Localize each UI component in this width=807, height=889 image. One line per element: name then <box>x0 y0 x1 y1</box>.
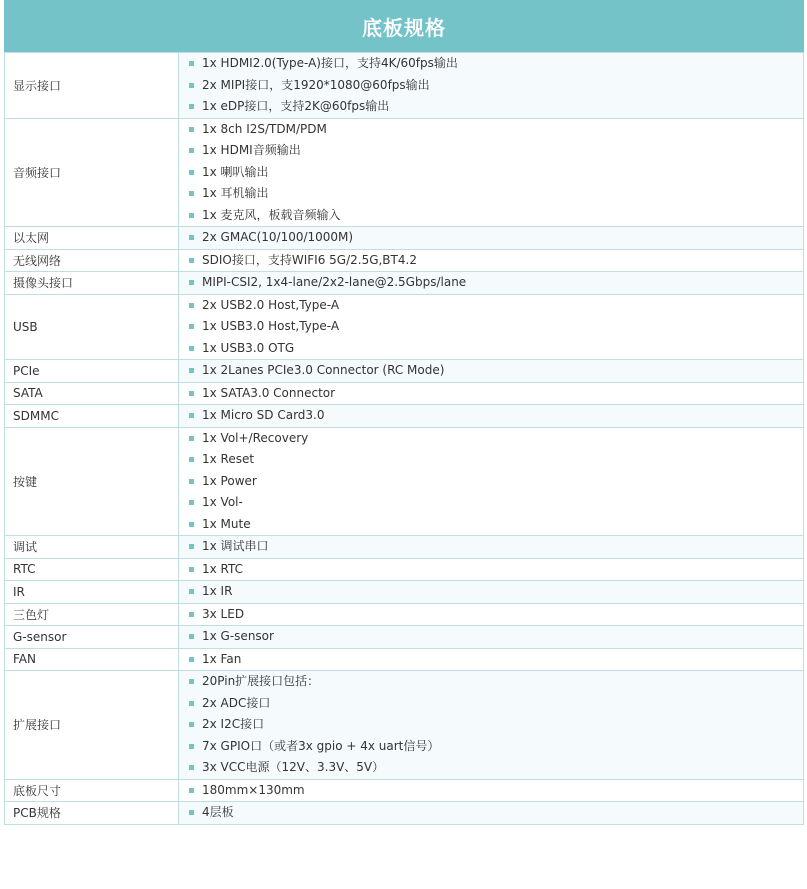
list-item <box>189 272 803 294</box>
spec-value-text: 1x Fan <box>202 651 242 666</box>
spec-sheet <box>4 0 804 825</box>
square-bullet-icon <box>189 457 194 462</box>
square-bullet-icon <box>189 722 194 727</box>
square-bullet-icon <box>189 589 194 594</box>
spec-key: 音频接口 <box>5 118 179 227</box>
spec-value-text: 2x USB2.0 Host,Type-A <box>202 297 340 312</box>
square-bullet-icon <box>189 500 194 505</box>
list-item <box>189 536 803 558</box>
list-item <box>189 626 803 648</box>
table-row <box>5 360 804 383</box>
square-bullet-icon <box>189 280 194 285</box>
list-item <box>189 250 803 272</box>
spec-key: 三色灯 <box>5 603 179 626</box>
spec-key: 显示接口 <box>5 53 179 119</box>
spec-value-cell <box>179 671 804 780</box>
list-item <box>189 205 803 227</box>
square-bullet-icon <box>189 61 194 66</box>
list-item <box>189 96 803 118</box>
spec-value-cell <box>179 360 804 383</box>
square-bullet-icon <box>189 634 194 639</box>
table-row <box>5 249 804 272</box>
list-item <box>189 227 803 249</box>
spec-value-cell <box>179 294 804 360</box>
spec-value-text: 1x Mute <box>202 516 251 531</box>
spec-value-cell <box>179 249 804 272</box>
list-item <box>189 53 803 75</box>
spec-value-cell <box>179 802 804 825</box>
spec-value-text: 2x MIPI接口，支1920*1080@60fps输出 <box>202 77 430 92</box>
list-item <box>189 693 803 715</box>
spec-value-text: 4层板 <box>202 805 234 819</box>
square-bullet-icon <box>189 765 194 770</box>
list-item <box>189 449 803 471</box>
square-bullet-icon <box>189 391 194 396</box>
spec-key: G-sensor <box>5 626 179 649</box>
square-bullet-icon <box>189 368 194 373</box>
list-item <box>189 714 803 736</box>
list-item <box>189 428 803 450</box>
list-item <box>189 581 803 603</box>
spec-key: RTC <box>5 558 179 581</box>
table-row <box>5 272 804 295</box>
spec-key: PCB规格 <box>5 802 179 825</box>
spec-value-text: 2x GMAC(10/100/1000M) <box>202 230 354 244</box>
spec-key: USB <box>5 294 179 360</box>
spec-value-cell <box>179 779 804 802</box>
table-row <box>5 536 804 559</box>
spec-key: IR <box>5 581 179 604</box>
spec-value-cell <box>179 581 804 604</box>
spec-key: 摄像头接口 <box>5 272 179 295</box>
list-item <box>189 75 803 97</box>
spec-value-text: 1x G-sensor <box>202 629 274 643</box>
spec-value-cell <box>179 53 804 119</box>
spec-value-text: 1x Power <box>202 473 257 488</box>
list-item <box>189 295 803 317</box>
spec-value-text: 2x ADC接口 <box>202 695 271 710</box>
spec-value-text: 1x eDP接口，支持2K@60fps输出 <box>202 99 390 113</box>
square-bullet-icon <box>189 612 194 617</box>
list-item <box>189 514 803 536</box>
table-row <box>5 405 804 428</box>
square-bullet-icon <box>189 701 194 706</box>
spec-value-text: 1x Vol- <box>202 495 243 509</box>
list-item <box>189 360 803 382</box>
list-item <box>189 405 803 427</box>
list-item <box>189 383 803 405</box>
spec-value-cell <box>179 648 804 671</box>
spec-value-text: 1x 8ch I2S/TDM/PDM <box>202 121 327 136</box>
spec-key: 以太网 <box>5 227 179 250</box>
spec-value-text: 20Pin扩展接口包括： <box>202 674 320 688</box>
table-title: 底板规格 <box>4 0 804 52</box>
table-row <box>5 671 804 780</box>
spec-table-body <box>5 53 804 825</box>
list-item <box>189 162 803 184</box>
square-bullet-icon <box>189 810 194 815</box>
list-item <box>189 183 803 205</box>
table-row <box>5 626 804 649</box>
table-row <box>5 53 804 119</box>
table-row <box>5 558 804 581</box>
spec-value-text: 3x LED <box>202 606 245 621</box>
spec-value-text: 1x USB3.0 Host,Type-A <box>202 319 340 333</box>
spec-key: FAN <box>5 648 179 671</box>
spec-value-text: 1x HDMI音频输出 <box>202 143 301 157</box>
spec-value-text: 1x IR <box>202 584 233 598</box>
spec-value-text: 3x VCC电源（12V、3.3V、5V） <box>202 760 385 774</box>
spec-value-text: 1x RTC <box>202 561 244 576</box>
spec-value-text: 1x HDMI2.0(Type-A)接口，支持4K/60fps输出 <box>202 56 458 70</box>
list-item <box>189 736 803 758</box>
square-bullet-icon <box>189 522 194 527</box>
spec-key: 调试 <box>5 536 179 559</box>
spec-value-text: 7x GPIO口（或者3x gpio + 4x uart信号） <box>202 738 440 753</box>
square-bullet-icon <box>189 191 194 196</box>
list-item <box>189 140 803 162</box>
list-item <box>189 802 803 824</box>
spec-value-text: SDIO接口，支持WIFI6 5G/2.5G,BT4.2 <box>202 252 417 267</box>
spec-table <box>4 52 804 825</box>
spec-key: 扩展接口 <box>5 671 179 780</box>
square-bullet-icon <box>189 104 194 109</box>
spec-value-text: 1x 喇叭输出 <box>202 164 269 179</box>
list-item <box>189 604 803 626</box>
list-item <box>189 338 803 360</box>
table-row <box>5 227 804 250</box>
table-row <box>5 294 804 360</box>
spec-key: 无线网络 <box>5 249 179 272</box>
table-row <box>5 603 804 626</box>
spec-value-cell <box>179 427 804 536</box>
spec-key: SDMMC <box>5 405 179 428</box>
square-bullet-icon <box>189 148 194 153</box>
square-bullet-icon <box>189 436 194 441</box>
spec-value-text: MIPI-CSI2, 1x4-lane/2x2-lane@2.5Gbps/lane <box>202 275 467 289</box>
square-bullet-icon <box>189 544 194 549</box>
spec-value-text: 1x Micro SD Card3.0 <box>202 408 325 422</box>
square-bullet-icon <box>189 788 194 793</box>
spec-value-text: 180mm×130mm <box>202 782 305 797</box>
square-bullet-icon <box>189 324 194 329</box>
table-row <box>5 382 804 405</box>
list-item <box>189 780 803 802</box>
spec-value-cell <box>179 603 804 626</box>
spec-value-cell <box>179 626 804 649</box>
table-row <box>5 648 804 671</box>
spec-value-text: 1x SATA3.0 Connector <box>202 385 336 400</box>
square-bullet-icon <box>189 346 194 351</box>
list-item <box>189 471 803 493</box>
square-bullet-icon <box>189 303 194 308</box>
square-bullet-icon <box>189 127 194 132</box>
table-row <box>5 802 804 825</box>
spec-value-cell <box>179 272 804 295</box>
list-item <box>189 316 803 338</box>
square-bullet-icon <box>189 479 194 484</box>
square-bullet-icon <box>189 657 194 662</box>
square-bullet-icon <box>189 235 194 240</box>
square-bullet-icon <box>189 83 194 88</box>
spec-value-cell <box>179 558 804 581</box>
list-item <box>189 119 803 141</box>
table-row <box>5 779 804 802</box>
spec-key: SATA <box>5 382 179 405</box>
square-bullet-icon <box>189 679 194 684</box>
spec-value-cell <box>179 382 804 405</box>
spec-key: 底板尺寸 <box>5 779 179 802</box>
square-bullet-icon <box>189 744 194 749</box>
spec-value-cell <box>179 536 804 559</box>
square-bullet-icon <box>189 258 194 263</box>
list-item <box>189 492 803 514</box>
list-item <box>189 649 803 671</box>
table-row <box>5 118 804 227</box>
spec-value-text: 2x I2C接口 <box>202 717 265 731</box>
list-item <box>189 559 803 581</box>
square-bullet-icon <box>189 413 194 418</box>
spec-value-text: 1x Vol+/Recovery <box>202 430 309 445</box>
table-row <box>5 427 804 536</box>
spec-value-text: 1x 调试串口 <box>202 539 269 553</box>
square-bullet-icon <box>189 567 194 572</box>
list-item <box>189 671 803 693</box>
spec-key: PCIe <box>5 360 179 383</box>
square-bullet-icon <box>189 213 194 218</box>
spec-value-cell <box>179 405 804 428</box>
table-row <box>5 581 804 604</box>
spec-value-text: 1x 麦克风，板载音频输入 <box>202 207 341 222</box>
list-item <box>189 757 803 779</box>
spec-value-text: 1x Reset <box>202 452 255 466</box>
spec-value-text: 1x 耳机输出 <box>202 186 269 200</box>
square-bullet-icon <box>189 170 194 175</box>
spec-value-text: 1x 2Lanes PCIe3.0 Connector (RC Mode) <box>202 363 445 377</box>
spec-value-text: 1x USB3.0 OTG <box>202 340 295 355</box>
spec-value-cell <box>179 227 804 250</box>
spec-value-cell <box>179 118 804 227</box>
spec-key: 按键 <box>5 427 179 536</box>
